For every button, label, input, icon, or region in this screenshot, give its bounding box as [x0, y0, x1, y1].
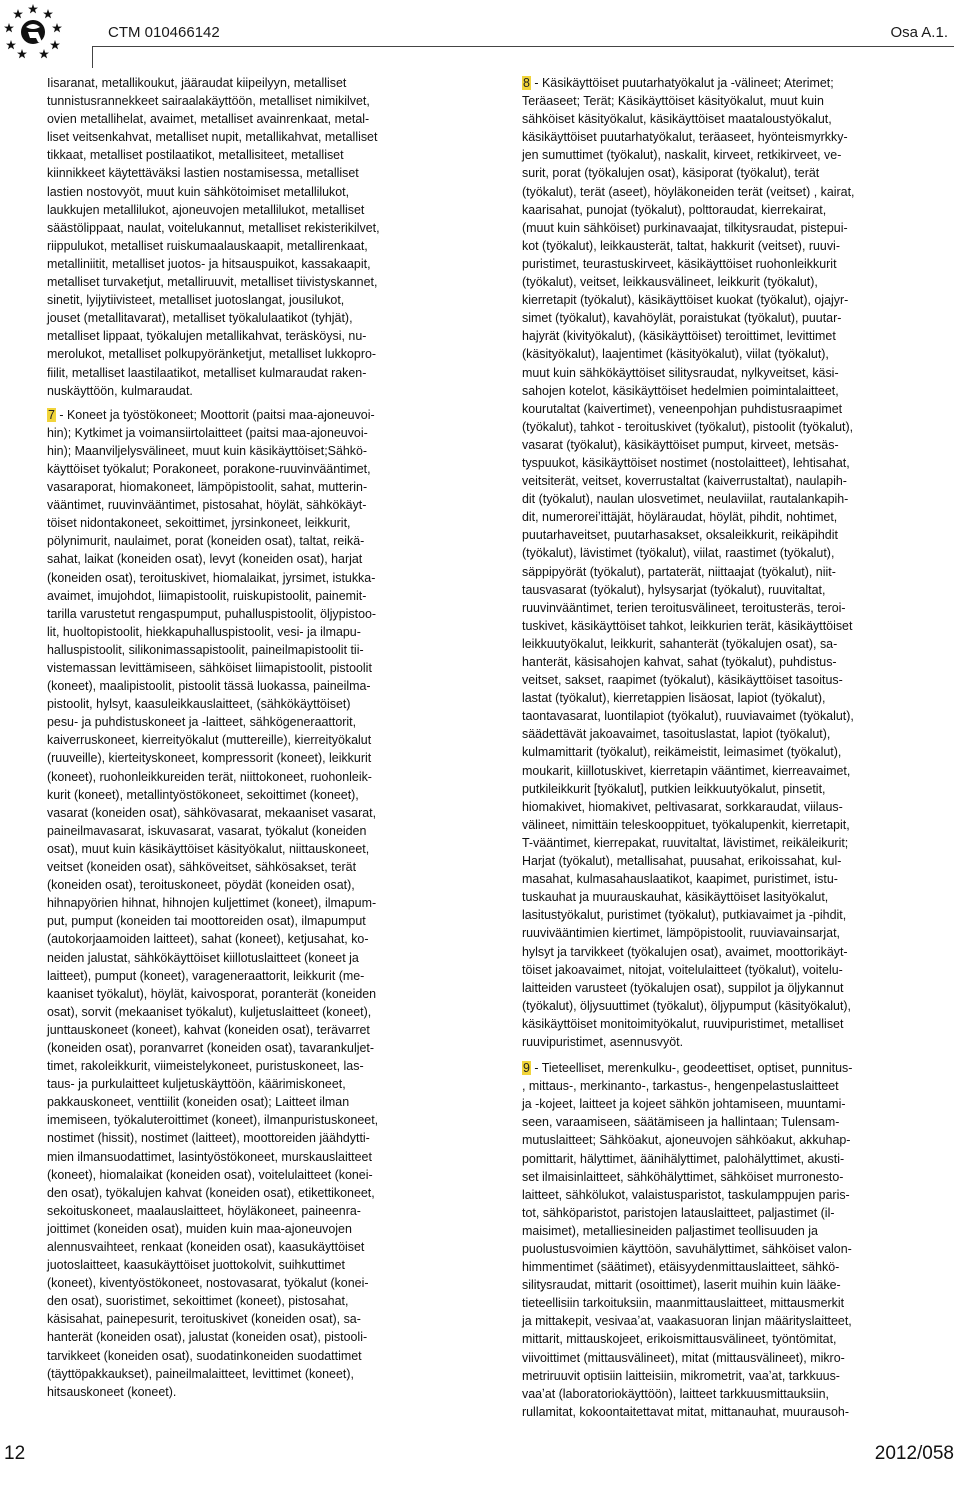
left-column [47, 74, 436, 1409]
class-9-text: - Tieteelliset, merenkulku-, geodeettiset, optiset, punnitus- , mittaus-, merkinanto-, tarkastus-, hengenpelastuslaitteet ja -kojeet, laitteet ja kojeet sähkön johtamiseen, muuntami- seen, varaamiseen, säätämiseen ja hallintaan; Tulensam- mutuslaitteet; Sähköakut, ajoneuvojen sähköakut, akkuhap- pomittarit, hälyttimet, äänihälyttimet, palohälyttimet, akusti- set ilmaisinlaitteet, sähköhälyttimet, sähköiset murronesto- laitteet, sähkölukot, valaistusparistot, taskulamppujen paris- tot, sähköparistot, paristojen latauslaitteet, paljastimet (il- maisimet), metalliesineiden paljastimet teollisuuden ja puolustusvoimien käyttöön, savuhälyttimet, sähköiset valon- himmentimet (säätimet), etäisyydenmittauslaitteet, sähkö- silitysraudat, mittarit (osoittimet), laserit muihin kuin lääke- tieteellisiin tarkoituksiin, maanmittauslaitteet, mittausmerkit ja mittakepit, vesivaaʼat, vaakasuoran linjan määrityslaitteet, mittarit, mittauskojeet, erikoismittausvälineet, työntömitat, viivoittimet (mittausvälineet), mitat (mittausvälineet), mikro- metriruuvit optisiin laitteisiin, mikrometrit, vaaʼat, tarkkuus- vaaʼat (laboratoriokäyttöön), laitteet tarkkuusmittauksiin, rullamitat, kokoontaitettavat mitat, mittanauhat, muurausoh- [522, 1061, 853, 1419]
header-rule [92, 46, 954, 47]
part-label: Osa A.1. [890, 24, 948, 41]
page-number: 12 [4, 1443, 26, 1464]
class-7-paragraph [47, 406, 436, 1401]
class-8-text: - Käsikäyttöiset puutarhatyökalut ja -välineet; Aterimet; Teräaseet; Terät; Käsikäyttöiset käsityökalut, muut kuin sähköiset käsityökalut, käsikäyttöiset maataloustyökalut, käsikäyttöiset puutarhatyökalut, teräaseet, hyönteismyrkky- jen sumuttimet (työkalut), naskalit, kirveet, retkikirveet, ve- surit, porat (työkalujen osat), käsiporat (työkalut), terät (työkalut), terät (aseet), höyläkoneiden terät (veitset) , kairat, kaarisahat, punojat (työkalut), polttoraudat, kierrekairat, (muut kuin sähköiset) purkinavaajat, tilkitysraudat, pistepui- kot (työkalut), leikkausterät, taltat, hakkurit (veitset), ruuvi- puristimet, teurastuskirveet, käsikäyttöiset ruohonleikkurit (työkalut), veitset, leikkausvälineet, leikkurit (työkalut), kierretapit (työkalut), käsikäyttöiset kuokat (työkalut), ojajyr- simet (työkalut), kavahöylät, poraistukat (työkalut), puutar- hajyrät (kivityökalut), (käsikäyttöiset) teroittimet, levittimet (käsityökalut), laajentimet (käsityökalut), viilat (työkalut), muut kuin sähkökäyttöiset silitysraudat, nylkyveitset, käsi- sahojen kotelot, käsikäyttöiset hedelmien poimintalaitteet, kourutaltat (kaivertimet), veneenpohjan puhdistusraapimet (työkalut), tahkot - teroituskivet (työkalut), pistoolit (työkalut), vasarat (työkalut), käsikäyttöiset pumput, kirveet, metsäs- tyspuukot, käsikäyttöiset nostimet (nostolaitteet), lehtisahat, veitsiterät, veitset, koverrustaltat (kaiverrustaltat), naulapih- dit (työkalut), naulan ulosvetimet, neulaviilat, rautalankapih- dit, numeroreiʼittäjät, höyläraudat, höylät, pihdit, nohtimet, puutarhaveitset, puutarhasakset, oksaleikkurit, reikäpihdit (työkalut), lävistimet (työkalut), viilat, raastimet (työkalut), säppipyörät (työkalut), partaterät, niittaajat (työkalut), niit- tausvasarat (työkalut), hylsysarjat (työkalut), ruuvitaltat, ruuvinvääntimet, terien teroitusvälineet, teroitusteräs, teroi- tuskivet, käsikäyttöiset tahkot, leikkurien terät, käsikäyttöiset leikkuutyökalut, leikkurit, sahanterät (työkalujen osat), sa- hanterät, käsisahojen kahvat, sahat (työkalut), puhdistus- veitset, sakset, raapimet (työkalut), käsikäyttöiset tasoitus- lastat (työkalut), kierretappien lisäosat, lapiot (työkalut), taontavasarat, luontilapiot (työkalut), ruuviavaimet (työkalut), säädettävät jakoavaimet, tasoituslastat, lapiot (työkalut), kulmamittarit (työkalut), reikämeistit, leimasimet (työkalut), moukarit, kiillotuskivet, kierretapin vääntimet, kierreavaimet, putkileikkurit [työkalut], putkien leikkuutyökalut, pinsetit, hiomakivet, hiomakivet, peltivasarat, sorkkaraudat, viilaus- välineet, nimittäin teleskooppituet, työkalupenkit, kierretapit, T-vääntimet, kierrepakat, ruuvitaltat, lävistimet, reikäleikurit; Harjat (työkalut), metallisahat, puusahat, erikoissahat, kul- masahat, kulmasahauslaatikot, kaapimet, puristimet, istu- tuskauhat ja muurauskauhat, käsikäyttöiset lasityökalut, lasitustyökalut, puristimet (työkalut), putkiavaimet ja -pihdit, ruuvivääntimien kiertimet, lämpöpistoolit, ruuviavainsarjat, hylsyt ja tarvikkeet (työkalujen osat), avaimet, moottorikäyt- töiset jakoavaimet, nitojat, voitelulaitteet (työkalut), voitelu- laitteiden varusteet (työkalujen osat), suppilot ja öljykannut (työkalut), öljysuuttimet (työkalut), öljypumput (käsityökalut), käsikäyttöiset monitoimityökalut, ruuvipuristimet, metalliset ruuvipuristimet, asennusvyöt. [522, 76, 855, 1049]
right-column [522, 74, 908, 1429]
document-id: CTM 010466142 [108, 24, 220, 41]
publication-number: 2012/058 [874, 1443, 954, 1464]
header-rule-tick [92, 46, 93, 68]
class-9-paragraph [522, 1059, 908, 1421]
class-8-paragraph [522, 74, 908, 1051]
class-9-number: 9 [523, 1061, 530, 1076]
eu-office-logo-icon [4, 2, 62, 60]
continuation-paragraph: Iisaranat, metallikoukut, jääraudat kiipeilyyn, metalliset tunnistusrannekkeet sairaalakäyttöön, metalliset nimikilvet, ovien metallihelat, avaimet, metalliset avainrenkaat, metal- liset veitsenkahvat, metalliset nupit, metallikahvat, metalliset tikkaat, metalliset postilaatikot, metallisiteet, metalliset kiinnikkeet käytettäväksi lastien nostamisessa, metalliset lastien nostovyöt, muut kuin sähkötoimiset metallilukot, laukkujen metallilukot, ajoneuvojen metallilukot, metalliset säästölippaat, naulat, voitelukannut, metalliset rekisterikilvet, riippulukot, metalliset ruiskumaalauskaapit, metallirenkaat, metalliniitit, metalliset juotos- ja hitsauspuikot, kassakaapit, metalliset turvaketjut, metalliruuvit, metalliset tiivistyskannet, sinetit, lyijytiivisteet, metalliset juotoslangat, jousilukot, jouset (metallitavarat), metalliset työkalulaatikot (tyhjät), metalliset lippaat, työkalujen metallikahvat, teräsköysi, nu- merolukot, metalliset polkupyöränketjut, metalliset lukkopro- fiilit, metalliset laastilaatikot, metalliset kulmaraudat raken- nuskäyttöön, kulmaraudat. [47, 76, 380, 398]
class-7-text: - Koneet ja työstökoneet; Moottorit (paitsi maa-ajoneuvoi- hin); Kytkimet ja voimansiirtolaitteet (paitsi maa-ajoneuvoi- hin); Maanviljelysvälineet, muut kuin käsikäyttöiset;Sähkö- käyttöiset työkalut; Porakoneet, porakone-ruuvinvääntimet, vasaraporat, hiomakoneet, lämpöpistoolit, sahat, mutterin- vääntimet, ruuvinvääntimet, pistosahat, höylät, sähkökäyt- töiset nidontakoneet, sekoittimet, jyrsinkoneet, leikkurit, pölynimurit, naulaimet, porat (koneiden osat), taltat, reikä- sahat, laikat (koneiden osat), levyt (koneiden osat), harjat (koneiden osat), teroituskivet, hiomalaikat, jyrsimet, istukka- avaimet, imujohdot, liimapistoolit, ruiskupistoolit, painemit- tarilla varustetut rengaspumput, puhalluspistoolit, öljypistoo- lit, huoltopistoolit, hiekkapuhalluspistoolit, vesi- ja ilmapu- halluspistoolit, silikonimassapistoolit, paineilmapistoolit tii- vistemassan levittämiseen, sähköiset liimapistoolit, pistoolit (koneet), maalipistoolit, pistoolit tässä luokassa, paineilma- pistoolit, hylsyt, kaasuleikkauslaitteet, (sähkökäyttöiset) pesu- ja puhdistuskoneet ja -laitteet, sähkögeneraattorit, kaiverruskoneet, kierreityökalut (muttereille), kierreityökalut (ruuveille), kierteityskoneet, kompressorit (koneet), leikkurit (koneet), ruohonleikkureiden terät, niittokoneet, ruohonleik- kurit (koneet), metallintyöstökoneet, sekoittimet (koneet), vasarat (koneiden osat), sähkövasarat, mekaaniset vasarat, paineilmavasarat, iskuvasarat, vasarat, työkalut (koneiden osat), muut kuin käsikäyttöiset käsityökalut, niittauskoneet, veitset (koneiden osat), sähköveitset, sähkösakset, terät (koneiden osat), teroituskoneet, pöydät (koneiden osat), hihnapyörien hihnat, hihnojen kuljettimet (koneet), ilmapum- put, pumput (koneiden tai moottoreiden osat), ilmapumput (autokorjaamoiden laitteet), sahat (koneet), ketjusahat, ko- neiden jalustat, sähkökäyttöiset kiillotuslaitteet (koneet ja laitteet), pumput (koneet), varageneraattorit, leikkurit (me- kaaniset työkalut), höylät, kaivosporat, poranterät (koneiden osat), sorvit (mekaaniset työkalut), kuljetuslaitteet (koneet), junttauskoneet (koneet), kahvat (koneiden osat), terävarret (koneiden osat), poranvarret (koneiden osat), tavarankuljet- timet, rakoleikkurit, viimeistelykoneet, puristuskoneet, las- taus- ja purkulaitteet kuljetuskäyttöön, käärimiskoneet, pakkauskoneet, venttiilit (koneiden osat); Laitteet ilman imemiseen, työkaluteroittimet (koneet), ilmanpuristuskoneet, nostimet (hissit), nostimet (laitteet), moottoreiden jäähdytti- mien ilmansuodattimet, lasintyöstökoneet, murskauslaitteet (koneet), hiomalaikat (koneiden osat), voitelulaitteet (konei- den osat), työkalujen kahvat (koneiden osat), etikettikoneet, sekoituskoneet, maalauslaitteet, höyläkoneet, paineenra- joittimet (koneiden osat), muiden kuin maa-ajoneuvojen alennusvaihteet, renkaat (koneiden osat), kaasukäyttöiset juotoslaitteet, kaasukäyttöiset juottokolvit, suihkuttimet (koneet), kiventyöstökoneet, nostovasarat, työkalut (konei- den osat), suoristimet, sekoittimet (koneet), pistosahat, käsisahat, painepesurit, teroituskivet (koneiden osat), sa- hanterät (koneiden osat), jalustat (koneiden osat), pistooli- tarvikkeet (koneiden osat), suodatinkoneiden suodattimet (täyttöpakkaukset), paineilmalaitteet, levittimet (koneet), hitsauskoneet (koneet). [47, 407, 379, 1399]
class-7-number: 7 [48, 407, 55, 422]
class-8-number: 8 [523, 76, 530, 90]
